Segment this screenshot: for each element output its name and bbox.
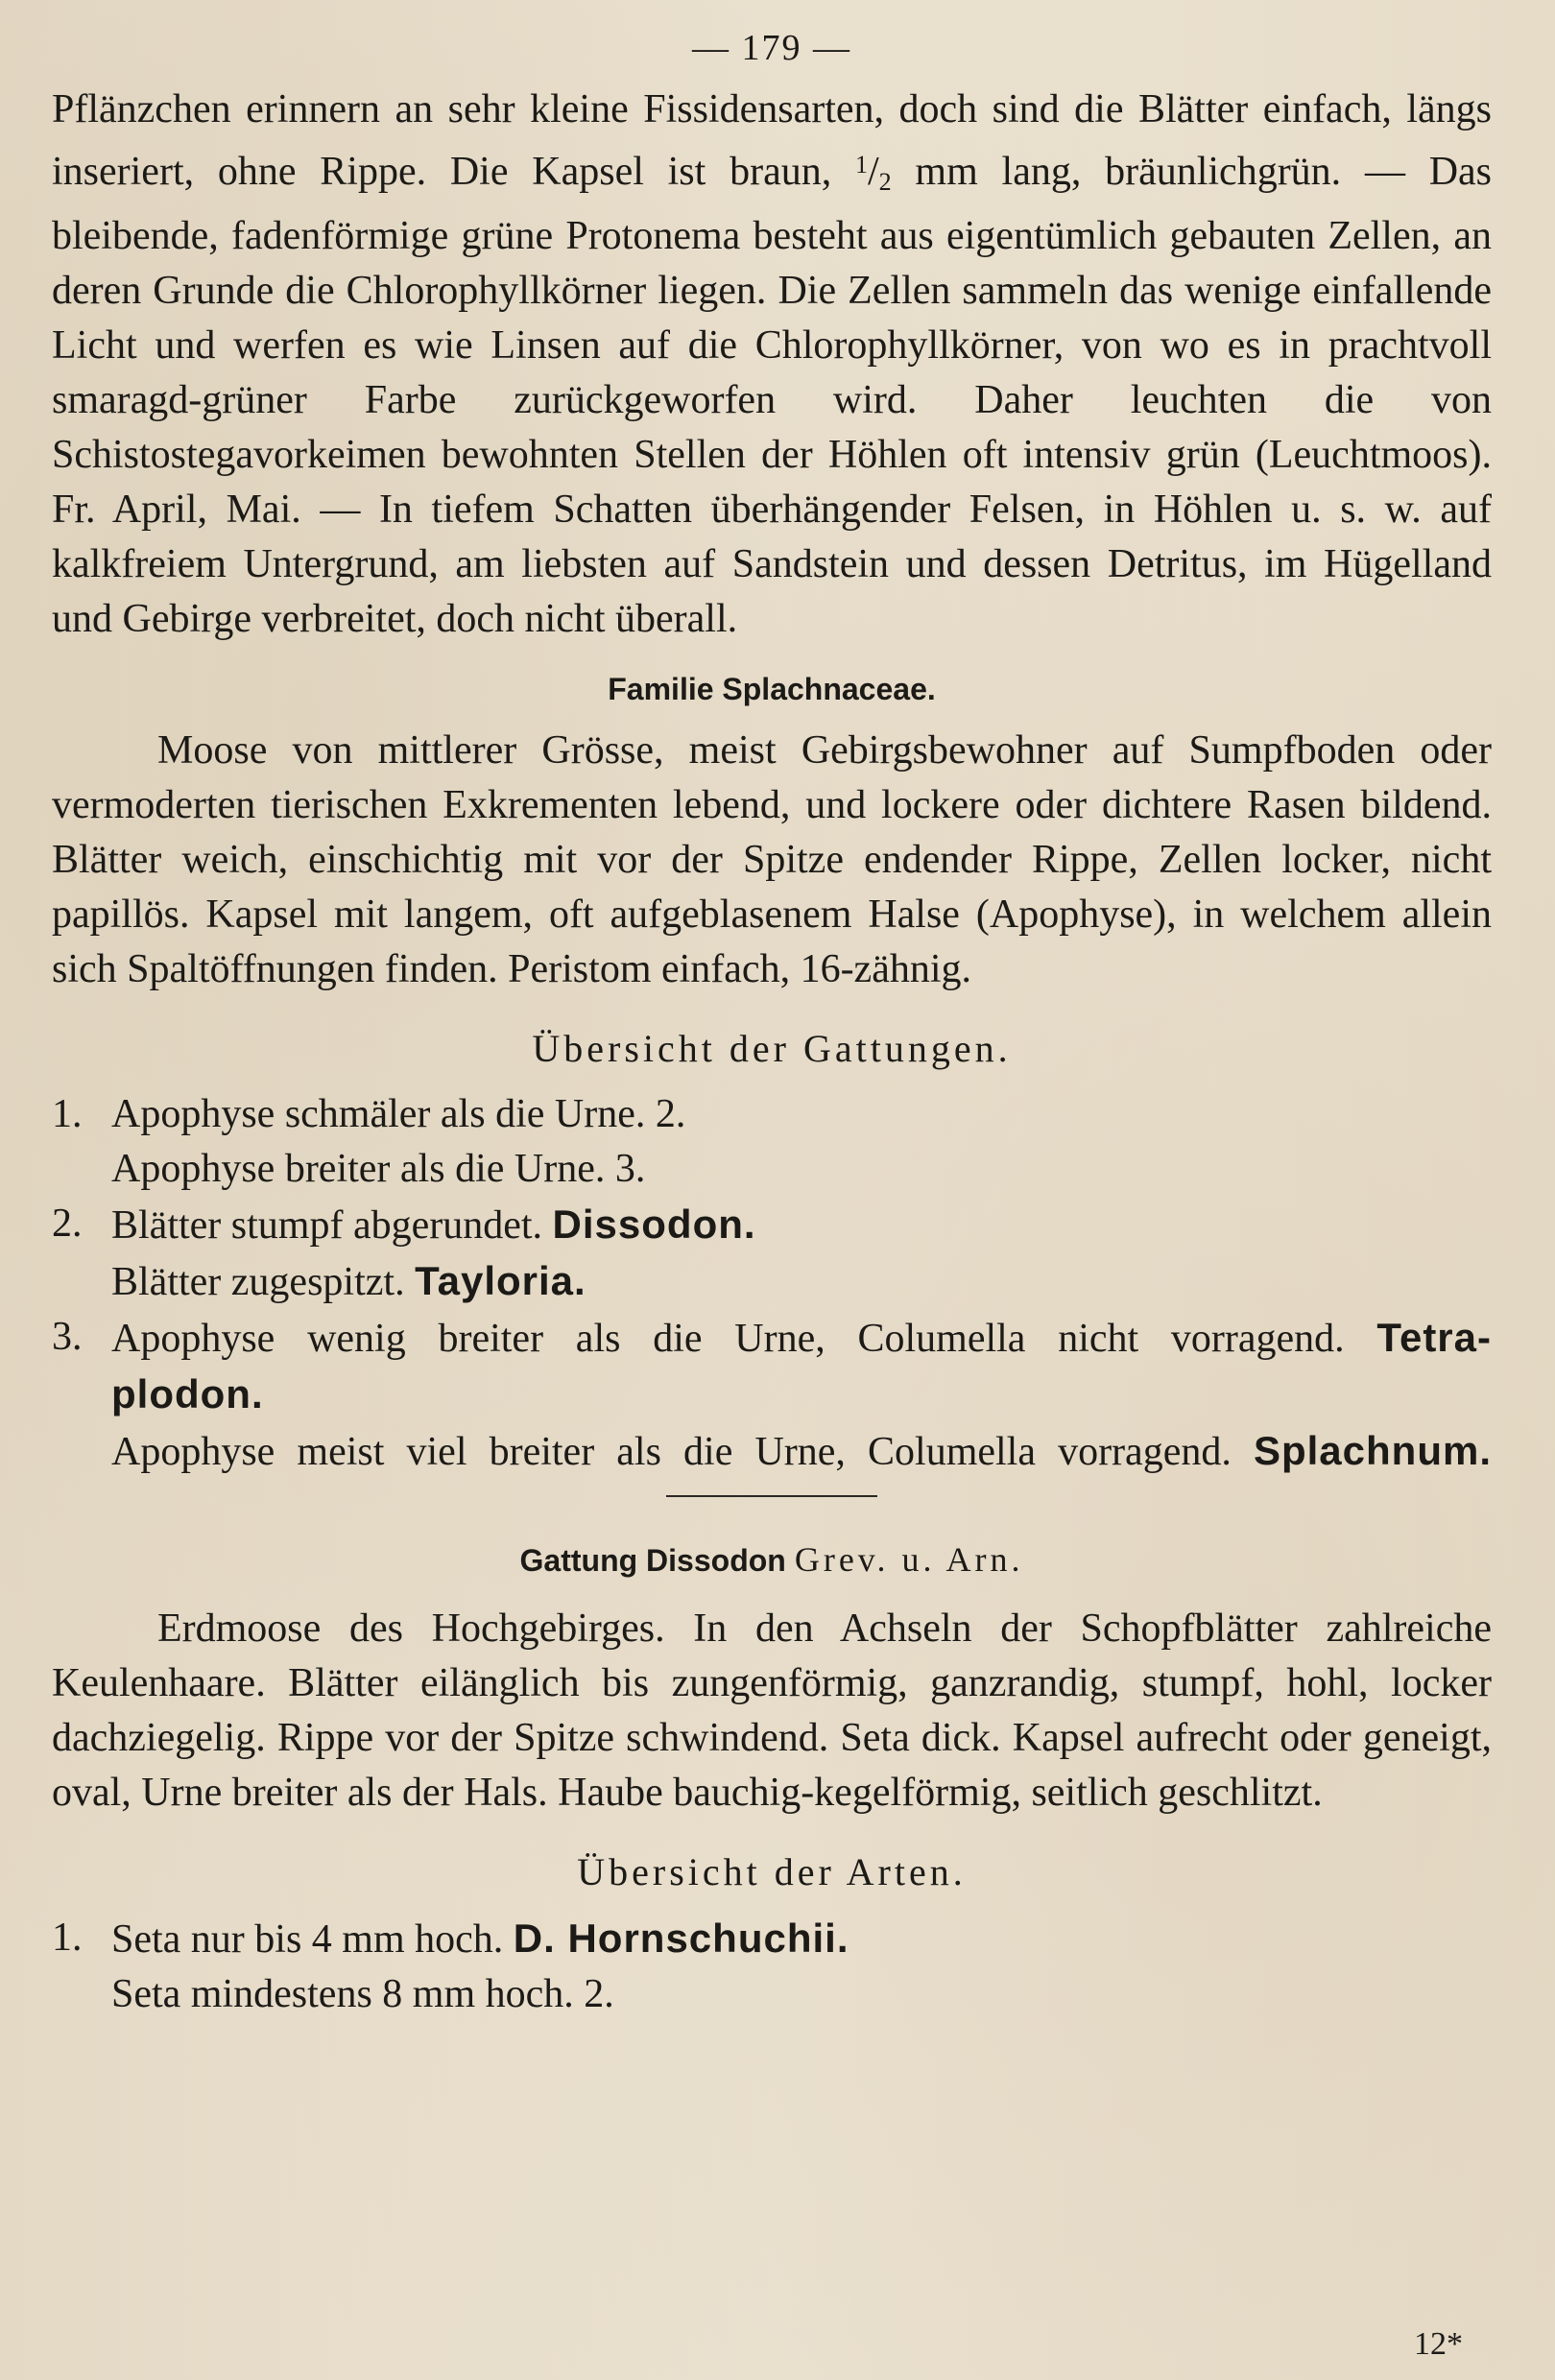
family-heading: Familie Splachnaceae. — [608, 672, 936, 706]
genus-name-continued: plodon. — [111, 1371, 264, 1416]
genus-heading-name: Gattung Dissodon — [519, 1543, 786, 1578]
genus-heading — [52, 1535, 1492, 1584]
genus-name: Splachnum. — [1253, 1428, 1492, 1473]
page-number: — 179 — — [692, 28, 851, 68]
key-text: Apophyse schmäler als die Urne. 2. — [111, 1092, 686, 1136]
key-row — [52, 1967, 1492, 2022]
key-row — [52, 1911, 1492, 1967]
species-key — [52, 1911, 1492, 2022]
key-text: Blätter zugespitzt. — [111, 1260, 405, 1304]
key-text-container — [111, 1310, 1492, 1367]
genus-heading-author: Grev. u. Arn. — [794, 1540, 1024, 1579]
key-text: Apophyse meist viel breiter als die Urne, Columella vorragend. — [111, 1430, 1232, 1474]
species-name: D. Hornschuchii. — [513, 1916, 849, 1961]
fraction-numerator: 1 — [854, 151, 868, 178]
key-number: 2. — [52, 1202, 83, 1246]
paragraph-text-continued: mm lang, bräunlichgrün. — Das bleibende, fadenförmige grüne Protonema besteht aus eigentümlich gebauten Zellen, an deren Grunde die Chlorophyllkörner liegen. Die Zellen sammeln das wenige einfallende Licht und werfen es wie Linsen auf die Chlorophyllkörner, von wo es in prachtvoll smaragd-grüner Farbe zurückgeworfen wird. Daher leuchten die von Schistostegavorkeimen bewohnten Stellen der Höhlen oft intensiv grün (Leuchtmoos). Fr. April, Mai. — In tiefem Schatten überhängender Felsen, in Höhlen u. s. w. auf kalkfreiem Untergrund, am liebsten auf Sandstein und dessen Detritus, im Hügelland und Gebirge verbreitet, doch nicht überall. — [52, 150, 1493, 641]
key-row — [52, 1310, 1492, 1367]
key-text: Seta mindestens 8 mm hoch. 2. — [111, 1972, 614, 2016]
key-number: 1. — [52, 1916, 83, 1960]
genus-description: Erdmoose des Hochgebirges. In den Achseln der Schopfblätter zahlreiche Keulenhaare. Blätter eilänglich bis zungenförmig, ganzrandig, stumpf, hohl, locker dachziegelig. Rippe vor der Spitze schwindend. Seta dick. Kapsel aufrecht oder geneigt, oval, Urne breiter als der Hals. Haube bauchig-kegelförmig, seitlich geschlitzt. — [52, 1606, 1492, 1815]
key-text-container — [111, 1253, 1492, 1310]
key-text-container — [111, 1367, 1492, 1423]
key-text-container — [111, 1423, 1492, 1480]
paragraph-schistostega — [52, 83, 1492, 647]
genera-key-heading: Übersicht der Gattungen. — [532, 1027, 1012, 1070]
genus-name: Tayloria. — [415, 1258, 586, 1303]
genera-key — [52, 1087, 1492, 1480]
key-text-container — [111, 1911, 1492, 1967]
key-text: Apophyse breiter als die Urne. 3. — [111, 1147, 646, 1191]
key-text: Seta nur bis 4 mm hoch. — [111, 1917, 504, 1962]
genus-name: Tetra- — [1376, 1315, 1492, 1360]
key-row — [52, 1142, 1492, 1197]
key-text: Apophyse wenig breiter als die Urne, Columella nicht vorragend. — [111, 1317, 1345, 1361]
key-row — [52, 1087, 1492, 1142]
paragraph-text: Pflänzchen erinnern an sehr kleine Fissidensarten, doch sind die Blätter einfach, längs inseriert, ohne Rippe. Die Kapsel ist braun, — [52, 87, 1492, 194]
key-number: 1. — [52, 1092, 83, 1136]
book-page — [52, 19, 1492, 2022]
family-description: Moose von mittlerer Grösse, meist Gebirgsbewohner auf Sumpfboden oder vermoderten tierischen Exkrementen lebend, und lockere oder dichtere Rasen bildend. Blätter weich, einschichtig mit vor der Spitze endender Rippe, Zellen locker, nicht papillös. Kapsel mit langem, oft aufgeblasenem Halse (Apophyse), in welchem allein sich Spaltöffnungen finden. Peristom einfach, 16-zähnig. — [52, 728, 1492, 991]
fraction-half: $^1/_2$ — [854, 150, 892, 196]
section-divider — [666, 1495, 877, 1497]
key-row — [52, 1197, 1492, 1253]
key-number: 3. — [52, 1315, 83, 1359]
species-key-heading: Übersicht der Arten. — [577, 1850, 967, 1893]
signature-mark: 12* — [1414, 2326, 1463, 2362]
genus-name: Dissodon. — [552, 1202, 756, 1247]
key-row — [52, 1423, 1492, 1480]
key-row — [52, 1367, 1492, 1423]
key-row — [52, 1253, 1492, 1310]
key-text-container — [111, 1197, 1492, 1253]
key-text: Blätter stumpf abgerundet. — [111, 1203, 543, 1248]
fraction-denominator: 2 — [878, 168, 892, 196]
